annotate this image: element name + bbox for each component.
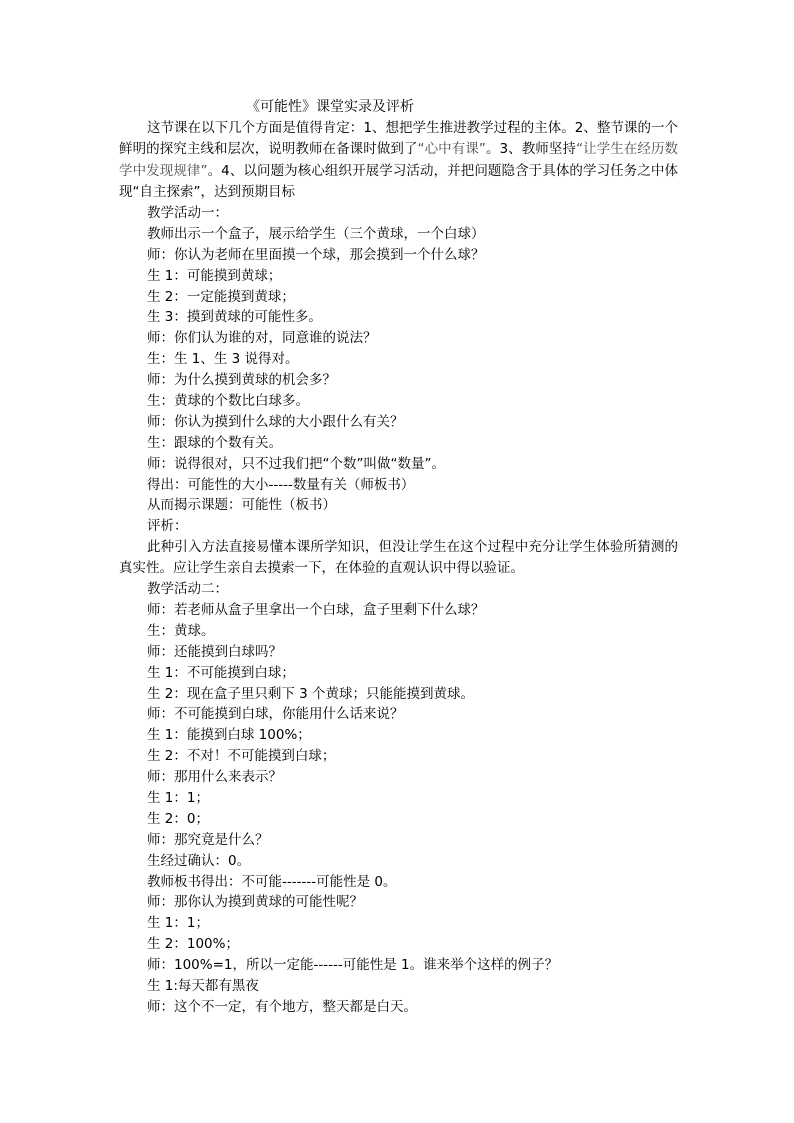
intro-quote-2: “让学生在经历数学中发现规律” (119, 141, 679, 179)
transcript-line: 师：那用什么来表示？ (147, 769, 282, 786)
transcript-line: 师：说得很对，只不过我们把“个数”叫做“数量”。 (147, 455, 445, 472)
document-title: 《可能性》课堂实录及评析 (246, 99, 414, 115)
transcript-line: 师：若老师从盒子里拿出一个白球，盒子里剩下什么球？ (147, 601, 485, 618)
transcript-line: 生：黄球。 (147, 622, 215, 639)
transcript-line: 生：生 1、生 3 说得对。 (147, 351, 299, 368)
transcript-line: 生经过确认：0。 (147, 852, 251, 869)
intro-quote-1: “心中有课” (417, 141, 486, 158)
section-heading-activity-1: 教学活动一： (147, 205, 228, 221)
transcript-line: 教师出示一个盒子，展示给学生（三个黄球，一个白球） (147, 225, 485, 242)
transcript-line: 教师板书得出：不可能-------可能性是 0。 (147, 873, 397, 890)
transcript-line: 得出：可能性的大小-----数量有关（师板书） (147, 476, 415, 493)
transcript-line: 师：你认为摸到什么球的大小跟什么有关？ (147, 413, 404, 430)
intro-text-1: 这节课在以下几个方面是值得肯定：1、想把学生推进教学过程的主体。2、整节课的一个鲜明的探究主线和层次，说明教师在备课时做到了 (119, 120, 678, 158)
transcript-line: 生 1:每天都有黑夜 (147, 977, 259, 994)
transcript-line: 生 1：1； (147, 915, 209, 932)
transcript (119, 203, 687, 1018)
intro-text-3: 。4、以问题为核心组织开展学习活动，并把问题隐含于具体的学习任务之中体现“自主探索”，达到预期目标 (119, 162, 678, 201)
transcript-line: 师：100%=1，所以一定能------可能性是 1。谁来举个这样的例子？ (147, 957, 559, 974)
transcript-line: 生：跟球的个数有关。 (147, 434, 282, 451)
transcript-line: 生 3：摸到黄球的可能性多。 (147, 309, 322, 326)
transcript-line: 师：这个不一定，有个地方，整天都是白天。 (147, 998, 417, 1015)
transcript-line: 师：你们认为谁的对，同意谁的说法？ (147, 330, 377, 347)
transcript-line: 生 2：0； (147, 810, 209, 827)
transcript-line: 从而揭示课题：可能性（板书） (147, 497, 336, 514)
transcript-line: 师：为什么摸到黄球的机会多？ (147, 372, 336, 389)
commentary-paragraph: 此种引入方法直接易懂本课所学知识，但没让学生在这个过程中充分让学生体验所猜测的真实性。应让学生亲自去摸索一下，在体验的直观认识中得以验证。 (119, 539, 678, 577)
transcript-line: 生 2：100%； (147, 936, 239, 953)
transcript-line: 生：黄球的个数比白球多。 (147, 393, 309, 410)
transcript-line: 生 1：可能摸到黄球； (147, 267, 282, 284)
section-heading-activity-2: 教学活动二： (147, 581, 228, 598)
transcript-line: 师：不可能摸到白球，你能用什么话来说？ (147, 706, 404, 723)
transcript-line: 师：还能摸到白球吗？ (147, 643, 282, 660)
commentary-heading: 评析： (147, 518, 188, 535)
transcript-line: 师：那究竟是什么？ (147, 831, 269, 848)
transcript-line: 生 1：不可能摸到白球； (147, 664, 295, 681)
transcript-line: 生 1：能摸到白球 100%； (147, 727, 311, 744)
transcript-line: 师：你认为老师在里面摸一个球，那会摸到一个什么球？ (147, 246, 485, 263)
transcript-line: 生 2：一定能摸到黄球； (147, 288, 295, 305)
intro-paragraph (119, 118, 678, 204)
transcript-line: 生 1：1； (147, 789, 209, 806)
transcript-line: 生 2：不对！不可能摸到白球； (147, 748, 336, 765)
transcript-line: 师：那你认为摸到黄球的可能性呢？ (147, 894, 363, 911)
transcript-line: 生 2：现在盒子里只剩下 3 个黄球；只能能摸到黄球。 (147, 685, 475, 702)
intro-text-2: 。3、教师坚持 (485, 141, 577, 158)
